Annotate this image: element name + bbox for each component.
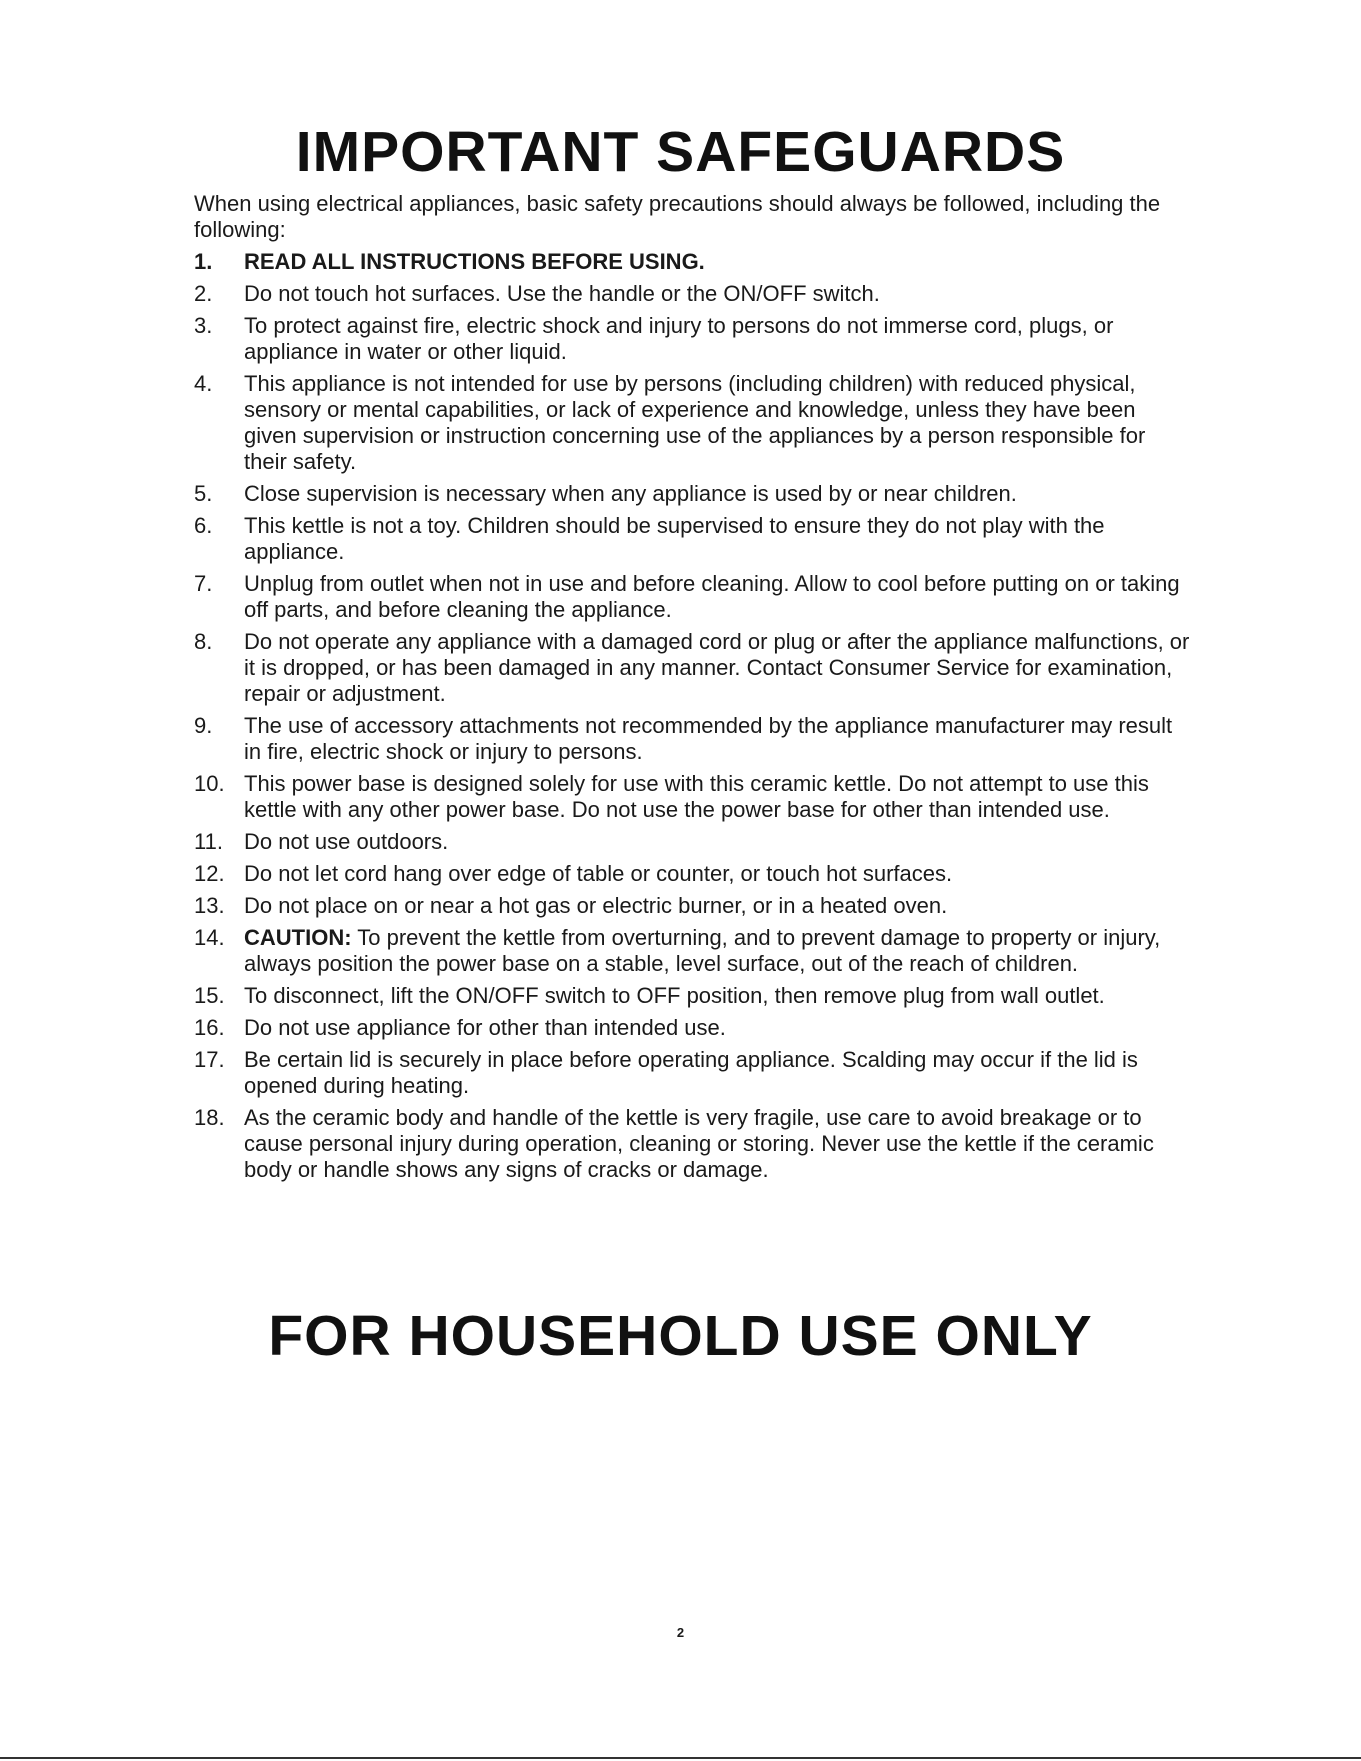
safeguard-body (244, 1105, 1154, 1182)
safeguard-number: 14. (194, 925, 225, 950)
safeguard-number: 10. (194, 771, 225, 796)
safeguard-number: 1. (194, 249, 213, 274)
safeguard-body (244, 713, 1172, 764)
safeguard-item (194, 893, 1194, 919)
safeguard-text: Do not use appliance for other than intended use. (244, 1015, 726, 1040)
safeguard-text: The use of accessory attachments not recommended by the appliance manufacturer may result in fire, electric shock or injury to persons. (244, 713, 1173, 764)
safeguard-body (244, 893, 947, 918)
safeguard-item (194, 281, 1194, 307)
safeguard-body (244, 313, 1113, 364)
safeguard-number: 2. (194, 281, 213, 306)
safeguard-item (194, 249, 1194, 275)
safeguard-number: 6. (194, 513, 213, 538)
safeguard-number: 18. (194, 1105, 225, 1130)
safeguard-number: 9. (194, 713, 213, 738)
safeguard-number: 8. (194, 629, 213, 654)
household-use-notice: FOR HOUSEHOLD USE ONLY (268, 1304, 1093, 1368)
safeguard-item (194, 1105, 1194, 1183)
safeguard-text: To disconnect, lift the ON/OFF switch to OFF position, then remove plug from wall outlet. (244, 983, 1105, 1008)
safeguards-list (194, 249, 1194, 1189)
safeguard-text: Close supervision is necessary when any appliance is used by or near children. (244, 481, 1017, 506)
intro-paragraph: When using electrical appliances, basic safety precautions should always be followed, including the following: (194, 191, 1161, 242)
safeguard-body (244, 481, 1017, 506)
safeguard-body (244, 629, 1189, 706)
safeguard-item (194, 481, 1194, 507)
safeguard-text: Unplug from outlet when not in use and before cleaning. Allow to cool before putting on or taking off parts, and before cleaning the appliance. (244, 571, 1180, 622)
safeguard-item (194, 571, 1194, 623)
safeguard-body (244, 983, 1105, 1008)
safeguard-text: This appliance is not intended for use by persons (including children) with reduced physical, sensory or mental capabilities, or lack of experience and knowledge, unless they have been given supervision or instruction concerning use of the appliances by a person responsible for their safety. (244, 371, 1146, 474)
safeguard-body (244, 1047, 1138, 1098)
safeguard-text: Do not let cord hang over edge of table or counter, or touch hot surfaces. (244, 861, 953, 886)
safeguard-text: This kettle is not a toy. Children should be supervised to ensure they do not play with the appliance. (244, 513, 1105, 564)
safeguard-text: Do not use outdoors. (244, 829, 449, 854)
safeguard-body (244, 861, 952, 886)
safeguard-item (194, 925, 1194, 977)
safeguard-item (194, 713, 1194, 765)
safeguard-text: To prevent the kettle from overturning, and to prevent damage to property or injury, always position the power base on a stable, level surface, out of the reach of children. (244, 925, 1161, 976)
safeguard-lead: READ ALL INSTRUCTIONS BEFORE USING. (244, 249, 705, 274)
safeguard-body (244, 829, 448, 854)
safeguard-number: 5. (194, 481, 213, 506)
safeguard-body (244, 771, 1149, 822)
safeguard-body (244, 281, 880, 306)
safeguard-number: 17. (194, 1047, 225, 1072)
safeguard-number: 13. (194, 893, 225, 918)
safeguard-body (244, 371, 1145, 474)
safeguard-number: 15. (194, 983, 225, 1008)
safeguard-text: Be certain lid is securely in place before operating appliance. Scalding may occur if the lid is opened during heating. (244, 1047, 1138, 1098)
safeguard-number: 11. (194, 829, 223, 854)
safeguard-number: 3. (194, 313, 213, 338)
page-number: 2 (676, 1625, 685, 1640)
safeguard-number: 4. (194, 371, 213, 396)
safeguard-number: 12. (194, 861, 225, 886)
safeguard-item (194, 371, 1194, 475)
safeguard-text: As the ceramic body and handle of the kettle is very fragile, use care to avoid breakage or to cause personal injury during operation, cleaning or storing. Never use the kettle if the ceramic body or handle shows any signs of cracks or damage. (244, 1105, 1154, 1182)
safeguard-item (194, 629, 1194, 707)
safeguard-text: Do not touch hot surfaces. Use the handle or the ON/OFF switch. (244, 281, 880, 306)
safeguard-body (244, 925, 1160, 976)
safeguard-item (194, 1047, 1194, 1099)
safeguard-text: Do not operate any appliance with a damaged cord or plug or after the appliance malfunctions, or it is dropped, or has been damaged in any manner. Contact Consumer Service for examination, repair or adjustment. (244, 629, 1190, 706)
safeguard-body (244, 249, 705, 274)
safeguard-item (194, 313, 1194, 365)
safeguard-item (194, 861, 1194, 887)
safeguard-lead: CAUTION: (244, 925, 352, 950)
safeguard-body (244, 1015, 726, 1040)
safeguard-item (194, 513, 1194, 565)
safeguard-item (194, 771, 1194, 823)
safeguard-text: To protect against fire, electric shock and injury to persons do not immerse cord, plugs, or appliance in water or other liquid. (244, 313, 1114, 364)
page-title: IMPORTANT SAFEGUARDS (295, 120, 1066, 184)
safeguard-item (194, 829, 1194, 855)
safeguard-text: Do not place on or near a hot gas or electric burner, or in a heated oven. (244, 893, 948, 918)
safeguard-body (244, 513, 1105, 564)
safeguard-number: 16. (194, 1015, 225, 1040)
safeguard-body (244, 571, 1180, 622)
safeguard-text: This power base is designed solely for use with this ceramic kettle. Do not attempt to use this kettle with any other power base. Do not use the power base for other than intended use. (244, 771, 1149, 822)
bottom-rule (0, 1757, 1361, 1759)
safeguard-item (194, 983, 1194, 1009)
safeguard-item (194, 1015, 1194, 1041)
safeguard-number: 7. (194, 571, 213, 596)
